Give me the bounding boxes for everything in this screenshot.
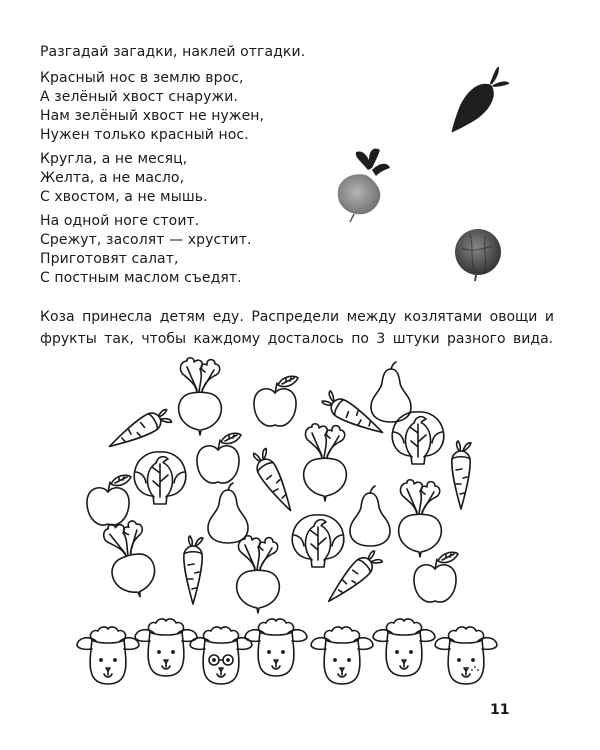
carrot-icon[interactable] (249, 447, 300, 515)
cabbage-icon[interactable] (392, 412, 444, 464)
carrot-icon[interactable] (319, 390, 387, 441)
carrot-icon[interactable] (322, 547, 384, 609)
apple-icon[interactable] (87, 475, 131, 525)
carrot-sticker (442, 62, 514, 140)
cabbage-icon[interactable] (292, 515, 344, 567)
task2-line: фрукты так, чтобы каждому досталось по 3 штуки разного вида. (40, 331, 554, 347)
cabbage-sticker (455, 229, 501, 281)
riddle-line: А зелёный хвост снаружи. (40, 89, 238, 105)
riddle-line: Приготовят салат, (40, 251, 179, 267)
beet-icon[interactable] (237, 536, 280, 613)
cabbage-icon[interactable] (134, 452, 186, 504)
beet-icon[interactable] (399, 480, 442, 557)
task2-line: Коза принесла детям еду. Распредели между козлятами овощи и (40, 309, 554, 325)
food-items (87, 358, 471, 613)
riddle-line: Срежут, засолят — хрустит. (40, 232, 252, 248)
apple-icon[interactable] (197, 433, 241, 483)
beet-icon[interactable] (179, 358, 222, 435)
goat-kids-row (77, 619, 497, 684)
goat-kid-icon[interactable] (77, 627, 139, 684)
pear-icon[interactable] (208, 483, 248, 543)
riddle-line: На одной ноге стоит. (40, 213, 200, 229)
goat-kid-icon[interactable] (245, 619, 307, 676)
pear-icon[interactable] (350, 486, 390, 546)
turnip-sticker (338, 148, 390, 222)
pear-icon[interactable] (371, 362, 411, 422)
riddle-line: Нам зелёный хвост не нужен, (40, 108, 265, 124)
riddle-line: Нужен только красный нос. (40, 127, 249, 143)
goat-kid-icon[interactable] (311, 627, 373, 684)
beet-icon[interactable] (99, 517, 160, 603)
beet-icon[interactable] (304, 424, 347, 501)
apple-icon[interactable] (414, 552, 458, 602)
riddle-line: Желта, а не масло, (40, 170, 185, 186)
goat-kid-icon[interactable] (135, 619, 197, 676)
goat-kid-icon[interactable] (373, 619, 435, 676)
page-number: 11 (490, 702, 510, 718)
task1-title: Разгадай загадки, наклей отгадки. (40, 44, 306, 60)
carrot-icon[interactable] (105, 405, 173, 456)
apple-icon[interactable] (254, 376, 298, 426)
carrot-icon[interactable] (184, 536, 203, 604)
riddle-line: Кругла, а не месяц, (40, 151, 188, 167)
riddle-line: С хвостом, а не мышь. (40, 189, 208, 205)
goat-kid-glasses-icon[interactable] (190, 627, 252, 684)
carrot-icon[interactable] (452, 441, 471, 509)
goat-kid-freckles-icon[interactable] (435, 627, 497, 684)
riddle-line: Красный нос в землю врос, (40, 70, 244, 86)
riddle-line: С постным маслом съедят. (40, 270, 242, 286)
